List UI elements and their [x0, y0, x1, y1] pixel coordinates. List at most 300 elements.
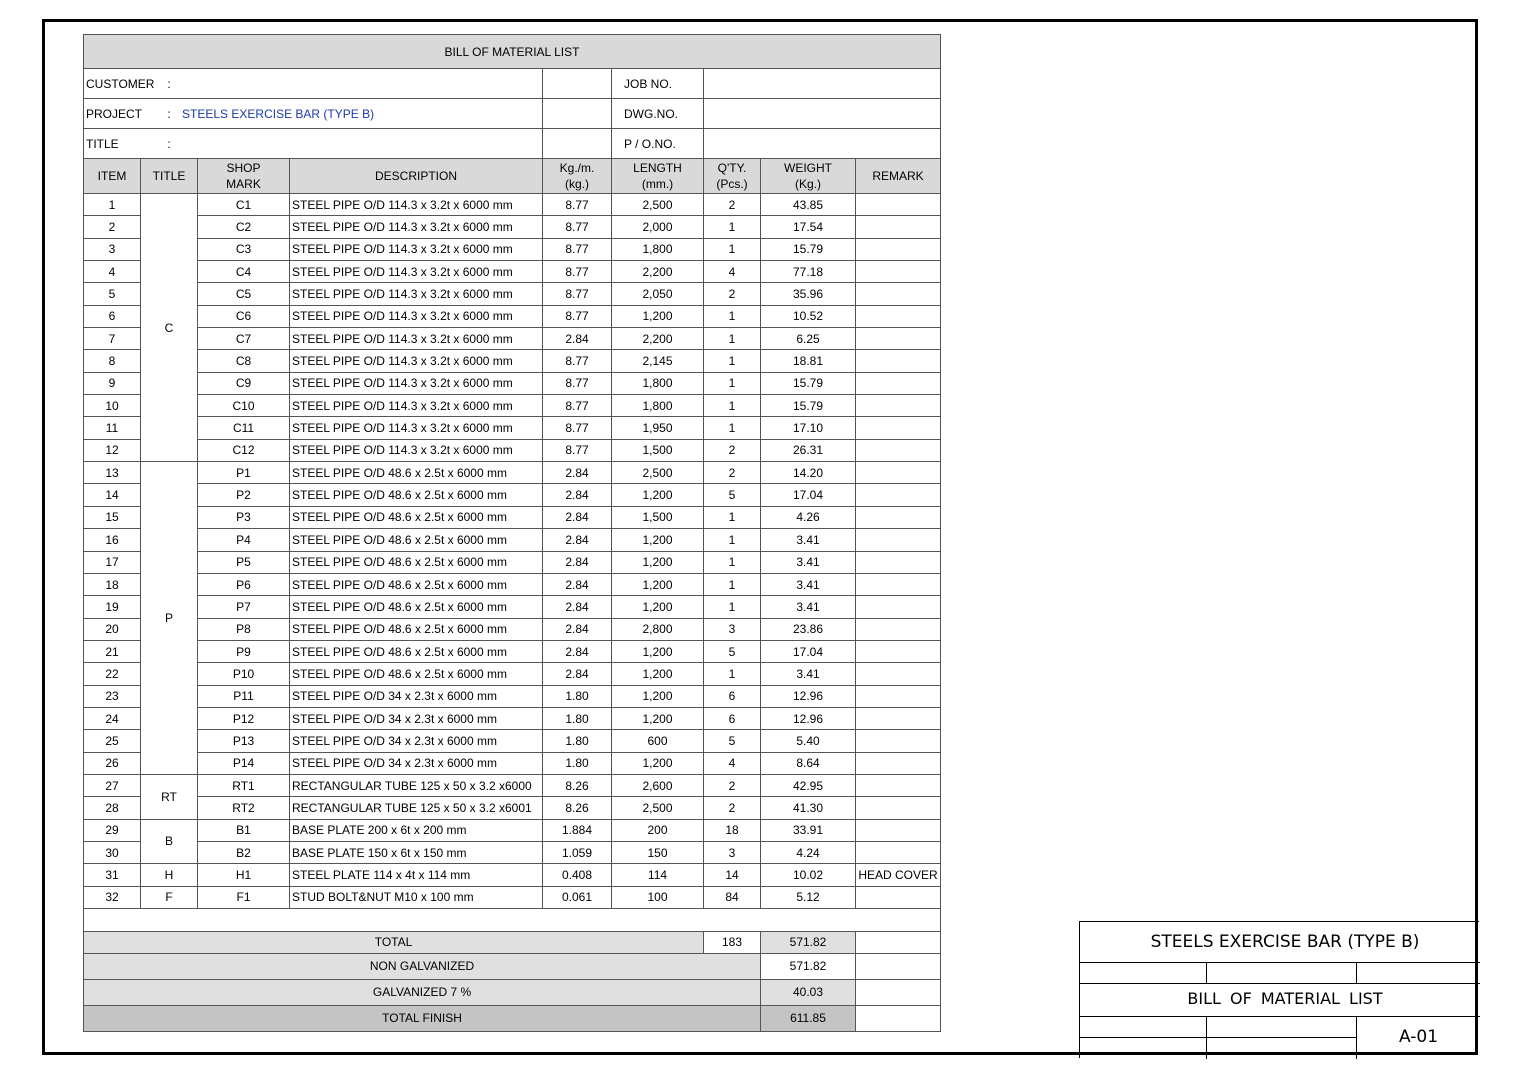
item-cell: 8: [84, 350, 141, 372]
customer-blank: [543, 69, 612, 99]
length-cell: 1,200: [612, 305, 704, 327]
weight-cell: 41.30: [761, 797, 856, 819]
remark-cell: [856, 573, 941, 595]
dwg-no-label: DWG.NO.: [612, 99, 704, 129]
total-finish-weight: 611.85: [761, 1005, 856, 1031]
remark-cell: [856, 841, 941, 863]
group-title-cell: P: [141, 462, 198, 775]
length-cell: 2,050: [612, 283, 704, 305]
job-no-label: JOB NO.: [612, 69, 704, 99]
remark-cell: [856, 529, 941, 551]
remark-cell: [856, 752, 941, 774]
length-cell: 1,800: [612, 238, 704, 260]
shop-mark-cell: RT1: [198, 774, 290, 796]
remark-cell: [856, 774, 941, 796]
title-block: [1079, 921, 1479, 1058]
item-cell: 32: [84, 886, 141, 908]
item-cell: 31: [84, 864, 141, 886]
item-cell: 11: [84, 417, 141, 439]
description-cell: STEEL PIPE O/D 114.3 x 3.2t x 6000 mm: [290, 395, 543, 417]
table-row: [84, 529, 941, 551]
shop-mark-cell: H1: [198, 864, 290, 886]
length-cell: 1,200: [612, 685, 704, 707]
kgm-cell: 1.884: [543, 819, 612, 841]
shop-mark-cell: C4: [198, 261, 290, 283]
kgm-cell: 2.84: [543, 462, 612, 484]
weight-cell: 43.85: [761, 194, 856, 216]
kgm-cell: 1.059: [543, 841, 612, 863]
weight-cell: 12.96: [761, 707, 856, 729]
col-shop-mark: [198, 159, 290, 194]
remark-cell: [856, 238, 941, 260]
title-block-sheet-no: A-01: [1398, 1027, 1439, 1047]
kgm-cell: 0.061: [543, 886, 612, 908]
table-row: [84, 596, 941, 618]
weight-cell: 5.40: [761, 730, 856, 752]
col-kgm-1: Kg./m.: [559, 161, 595, 175]
kgm-cell: 8.77: [543, 417, 612, 439]
item-cell: 30: [84, 841, 141, 863]
remark-cell: [856, 462, 941, 484]
group-title-cell: RT: [141, 774, 198, 819]
description-cell: RECTANGULAR TUBE 125 x 50 x 3.2 x6001: [290, 797, 543, 819]
title-block-project: STEELS EXERCISE BAR (TYPE B): [1150, 932, 1420, 952]
length-cell: 1,200: [612, 752, 704, 774]
item-cell: 13: [84, 462, 141, 484]
weight-cell: 77.18: [761, 261, 856, 283]
shop-mark-cell: P6: [198, 573, 290, 595]
remark-cell: [856, 372, 941, 394]
kgm-cell: 8.77: [543, 372, 612, 394]
project-value: STEELS EXERCISE BAR (TYPE B): [182, 106, 375, 121]
shop-mark-cell: P7: [198, 596, 290, 618]
col-qty-2: (Pcs.): [716, 177, 748, 191]
table-row: [84, 841, 941, 863]
qty-cell: 2: [704, 462, 761, 484]
spacer-row: [84, 909, 941, 931]
length-cell: 114: [612, 864, 704, 886]
remark-cell: [856, 886, 941, 908]
remark-cell: [856, 685, 941, 707]
item-cell: 5: [84, 283, 141, 305]
table-row: [84, 774, 941, 796]
col-qty: [704, 159, 761, 194]
length-cell: 600: [612, 730, 704, 752]
table-row: [84, 864, 941, 886]
qty-cell: 6: [704, 707, 761, 729]
item-cell: 24: [84, 707, 141, 729]
qty-cell: 2: [704, 797, 761, 819]
shop-mark-cell: P10: [198, 663, 290, 685]
kgm-cell: 2.84: [543, 529, 612, 551]
qty-cell: 2: [704, 439, 761, 461]
col-weight-2: (Kg.): [794, 177, 821, 191]
weight-cell: 35.96: [761, 283, 856, 305]
weight-cell: 3.41: [761, 551, 856, 573]
kgm-cell: 2.84: [543, 484, 612, 506]
shop-mark-cell: C9: [198, 372, 290, 394]
shop-mark-cell: B2: [198, 841, 290, 863]
table-row: [84, 819, 941, 841]
description-cell: STEEL PIPE O/D 48.6 x 2.5t x 6000 mm: [290, 596, 543, 618]
table-row: [84, 372, 941, 394]
qty-cell: 1: [704, 417, 761, 439]
qty-cell: 1: [704, 328, 761, 350]
customer-field: [84, 69, 543, 99]
description-cell: STEEL PIPE O/D 114.3 x 3.2t x 6000 mm: [290, 328, 543, 350]
description-cell: STEEL PIPE O/D 48.6 x 2.5t x 6000 mm: [290, 618, 543, 640]
qty-cell: 5: [704, 484, 761, 506]
description-cell: STEEL PLATE 114 x 4t x 114 mm: [290, 864, 543, 886]
length-cell: 1,200: [612, 640, 704, 662]
weight-cell: 4.26: [761, 506, 856, 528]
qty-cell: 1: [704, 238, 761, 260]
qty-cell: 1: [704, 350, 761, 372]
table-row: [84, 328, 941, 350]
group-title-cell: B: [141, 819, 198, 864]
qty-cell: 2: [704, 283, 761, 305]
remark-cell: [856, 328, 941, 350]
table-row: [84, 752, 941, 774]
qty-cell: 1: [704, 372, 761, 394]
length-cell: 1,950: [612, 417, 704, 439]
item-cell: 14: [84, 484, 141, 506]
table-row: [84, 417, 941, 439]
remark-cell: [856, 283, 941, 305]
tb-line: [1080, 962, 1480, 963]
item-cell: 19: [84, 596, 141, 618]
kgm-cell: 1.80: [543, 685, 612, 707]
total-finish-label: TOTAL FINISH: [84, 1005, 761, 1031]
group-title-cell: F: [141, 886, 198, 908]
qty-cell: 84: [704, 886, 761, 908]
qty-cell: 1: [704, 663, 761, 685]
length-cell: 2,500: [612, 797, 704, 819]
shop-mark-cell: C2: [198, 216, 290, 238]
kgm-cell: 1.80: [543, 730, 612, 752]
kgm-cell: 2.84: [543, 618, 612, 640]
length-cell: 1,500: [612, 439, 704, 461]
item-cell: 20: [84, 618, 141, 640]
item-cell: 26: [84, 752, 141, 774]
kgm-cell: 8.77: [543, 238, 612, 260]
item-cell: 27: [84, 774, 141, 796]
table-row: [84, 573, 941, 595]
remark-cell: [856, 730, 941, 752]
table-row: [84, 663, 941, 685]
col-length-2: (mm.): [641, 177, 674, 191]
item-cell: 23: [84, 685, 141, 707]
remark-cell: [856, 261, 941, 283]
table-row: [84, 506, 941, 528]
length-cell: 2,800: [612, 618, 704, 640]
title-colon: :: [167, 136, 171, 151]
qty-cell: 1: [704, 551, 761, 573]
col-weight-1: WEIGHT: [784, 161, 832, 175]
qty-cell: 6: [704, 685, 761, 707]
kgm-cell: 8.77: [543, 194, 612, 216]
kgm-cell: 2.84: [543, 551, 612, 573]
item-cell: 3: [84, 238, 141, 260]
weight-cell: 17.10: [761, 417, 856, 439]
qty-cell: 4: [704, 752, 761, 774]
table-row: [84, 707, 941, 729]
weight-cell: 33.91: [761, 819, 856, 841]
table-row: [84, 305, 941, 327]
description-cell: STEEL PIPE O/D 48.6 x 2.5t x 6000 mm: [290, 462, 543, 484]
table-row: [84, 462, 941, 484]
length-cell: 1,200: [612, 573, 704, 595]
table-row: [84, 350, 941, 372]
description-cell: BASE PLATE 200 x 6t x 200 mm: [290, 819, 543, 841]
description-cell: STEEL PIPE O/D 48.6 x 2.5t x 6000 mm: [290, 663, 543, 685]
qty-cell: 1: [704, 573, 761, 595]
column-header-row: [84, 159, 941, 194]
weight-cell: 42.95: [761, 774, 856, 796]
col-shop-mark-2: MARK: [226, 177, 261, 191]
item-cell: 29: [84, 819, 141, 841]
remark-cell: [856, 797, 941, 819]
weight-cell: 3.41: [761, 573, 856, 595]
qty-cell: 2: [704, 774, 761, 796]
length-cell: 2,500: [612, 194, 704, 216]
kgm-cell: 2.84: [543, 506, 612, 528]
shop-mark-cell: C12: [198, 439, 290, 461]
remark-cell: [856, 551, 941, 573]
description-cell: STEEL PIPE O/D 48.6 x 2.5t x 6000 mm: [290, 506, 543, 528]
description-cell: STEEL PIPE O/D 114.3 x 3.2t x 6000 mm: [290, 283, 543, 305]
remark-cell: [856, 663, 941, 685]
galvanized-remark: [856, 979, 941, 1005]
qty-cell: 4: [704, 261, 761, 283]
non-galvanized-remark: [856, 953, 941, 979]
table-row: [84, 238, 941, 260]
qty-cell: 3: [704, 618, 761, 640]
weight-cell: 5.12: [761, 886, 856, 908]
kgm-cell: 8.26: [543, 797, 612, 819]
weight-cell: 15.79: [761, 238, 856, 260]
description-cell: STEEL PIPE O/D 34 x 2.3t x 6000 mm: [290, 707, 543, 729]
kgm-cell: 8.77: [543, 395, 612, 417]
non-galvanized-weight: 571.82: [761, 953, 856, 979]
table-row: [84, 551, 941, 573]
length-cell: 1,200: [612, 484, 704, 506]
remark-cell: [856, 350, 941, 372]
item-cell: 16: [84, 529, 141, 551]
qty-cell: 5: [704, 730, 761, 752]
item-cell: 4: [84, 261, 141, 283]
kgm-cell: 1.80: [543, 752, 612, 774]
col-remark: REMARK: [856, 159, 941, 194]
remark-cell: HEAD COVER: [856, 864, 941, 886]
weight-cell: 6.25: [761, 328, 856, 350]
qty-cell: 5: [704, 640, 761, 662]
kgm-cell: 2.84: [543, 573, 612, 595]
remark-cell: [856, 216, 941, 238]
weight-cell: 14.20: [761, 462, 856, 484]
customer-label: CUSTOMER: [86, 76, 155, 91]
item-cell: 6: [84, 305, 141, 327]
col-length: [612, 159, 704, 194]
length-cell: 1,200: [612, 529, 704, 551]
description-cell: RECTANGULAR TUBE 125 x 50 x 3.2 x6000: [290, 774, 543, 796]
length-cell: 200: [612, 819, 704, 841]
qty-cell: 18: [704, 819, 761, 841]
kgm-cell: 8.77: [543, 216, 612, 238]
remark-cell: [856, 707, 941, 729]
remark-cell: [856, 640, 941, 662]
tb-line: [1356, 962, 1357, 983]
total-qty: 183: [704, 931, 761, 953]
qty-cell: 1: [704, 596, 761, 618]
shop-mark-cell: C11: [198, 417, 290, 439]
remark-cell: [856, 506, 941, 528]
weight-cell: 10.02: [761, 864, 856, 886]
table-row: [84, 283, 941, 305]
item-cell: 17: [84, 551, 141, 573]
kgm-cell: 8.77: [543, 439, 612, 461]
kgm-cell: 2.84: [543, 640, 612, 662]
description-cell: STEEL PIPE O/D 48.6 x 2.5t x 6000 mm: [290, 573, 543, 595]
table-row: [84, 797, 941, 819]
length-cell: 1,200: [612, 663, 704, 685]
item-cell: 9: [84, 372, 141, 394]
length-cell: 2,145: [612, 350, 704, 372]
qty-cell: 1: [704, 506, 761, 528]
shop-mark-cell: B1: [198, 819, 290, 841]
col-item: ITEM: [84, 159, 141, 194]
shop-mark-cell: P3: [198, 506, 290, 528]
kgm-cell: 8.77: [543, 350, 612, 372]
table-row: [84, 484, 941, 506]
col-kgm: [543, 159, 612, 194]
weight-cell: 10.52: [761, 305, 856, 327]
tb-line: [1206, 962, 1207, 983]
shop-mark-cell: P14: [198, 752, 290, 774]
col-length-1: LENGTH: [633, 161, 682, 175]
table-row: [84, 261, 941, 283]
group-title-cell: C: [141, 194, 198, 462]
length-cell: 2,600: [612, 774, 704, 796]
qty-cell: 2: [704, 194, 761, 216]
shop-mark-cell: P9: [198, 640, 290, 662]
weight-cell: 3.41: [761, 529, 856, 551]
description-cell: STEEL PIPE O/D 114.3 x 3.2t x 6000 mm: [290, 238, 543, 260]
length-cell: 1,200: [612, 596, 704, 618]
total-label: TOTAL: [84, 931, 704, 953]
kgm-cell: 1.80: [543, 707, 612, 729]
table-row: [84, 618, 941, 640]
shop-mark-cell: C1: [198, 194, 290, 216]
weight-cell: 17.54: [761, 216, 856, 238]
qty-cell: 3: [704, 841, 761, 863]
weight-cell: 15.79: [761, 395, 856, 417]
col-description: DESCRIPTION: [290, 159, 543, 194]
description-cell: STEEL PIPE O/D 114.3 x 3.2t x 6000 mm: [290, 261, 543, 283]
length-cell: 2,000: [612, 216, 704, 238]
length-cell: 100: [612, 886, 704, 908]
project-field: [84, 99, 543, 129]
shop-mark-cell: P13: [198, 730, 290, 752]
description-cell: STEEL PIPE O/D 48.6 x 2.5t x 6000 mm: [290, 551, 543, 573]
totals-table: [83, 909, 941, 1032]
table-row: [84, 685, 941, 707]
item-cell: 28: [84, 797, 141, 819]
weight-cell: 8.64: [761, 752, 856, 774]
qty-cell: 1: [704, 529, 761, 551]
item-cell: 1: [84, 194, 141, 216]
length-cell: 1,800: [612, 395, 704, 417]
weight-cell: 17.04: [761, 640, 856, 662]
qty-cell: 1: [704, 305, 761, 327]
total-finish-remark: [856, 1005, 941, 1031]
item-cell: 12: [84, 439, 141, 461]
shop-mark-cell: C7: [198, 328, 290, 350]
tb-line: [1080, 1016, 1480, 1017]
length-cell: 150: [612, 841, 704, 863]
bom-sheet: [83, 34, 940, 1032]
table-row: [84, 194, 941, 216]
length-cell: 2,200: [612, 261, 704, 283]
shop-mark-cell: RT2: [198, 797, 290, 819]
weight-cell: 3.41: [761, 596, 856, 618]
length-cell: 2,500: [612, 462, 704, 484]
weight-cell: 12.96: [761, 685, 856, 707]
job-no-value: [704, 69, 941, 99]
item-cell: 22: [84, 663, 141, 685]
shop-mark-cell: C8: [198, 350, 290, 372]
title-field: [84, 129, 543, 159]
length-cell: 1,500: [612, 506, 704, 528]
description-cell: STEEL PIPE O/D 34 x 2.3t x 6000 mm: [290, 752, 543, 774]
dwg-no-value: [704, 99, 941, 129]
bom-table: [83, 34, 941, 909]
po-no-label: P / O.NO.: [612, 129, 704, 159]
shop-mark-cell: P8: [198, 618, 290, 640]
shop-mark-cell: C10: [198, 395, 290, 417]
col-shop-mark-1: SHOP: [226, 161, 261, 175]
length-cell: 1,200: [612, 707, 704, 729]
weight-cell: 17.04: [761, 484, 856, 506]
item-cell: 15: [84, 506, 141, 528]
remark-cell: [856, 305, 941, 327]
kgm-cell: 8.77: [543, 305, 612, 327]
col-weight: [761, 159, 856, 194]
shop-mark-cell: P2: [198, 484, 290, 506]
description-cell: STEEL PIPE O/D 48.6 x 2.5t x 6000 mm: [290, 640, 543, 662]
kgm-cell: 2.84: [543, 663, 612, 685]
tb-line: [1080, 983, 1480, 984]
item-cell: 10: [84, 395, 141, 417]
project-blank: [543, 99, 612, 129]
weight-cell: 18.81: [761, 350, 856, 372]
remark-cell: [856, 395, 941, 417]
qty-cell: 14: [704, 864, 761, 886]
length-cell: 1,800: [612, 372, 704, 394]
col-title: TITLE: [141, 159, 198, 194]
kgm-cell: 8.77: [543, 283, 612, 305]
description-cell: STEEL PIPE O/D 48.6 x 2.5t x 6000 mm: [290, 484, 543, 506]
galvanized-weight: 40.03: [761, 979, 856, 1005]
kgm-cell: 2.84: [543, 328, 612, 350]
remark-cell: [856, 596, 941, 618]
description-cell: STEEL PIPE O/D 48.6 x 2.5t x 6000 mm: [290, 529, 543, 551]
kgm-cell: 2.84: [543, 596, 612, 618]
shop-mark-cell: C5: [198, 283, 290, 305]
description-cell: STEEL PIPE O/D 114.3 x 3.2t x 6000 mm: [290, 417, 543, 439]
tb-line: [1080, 1037, 1357, 1038]
weight-cell: 23.86: [761, 618, 856, 640]
